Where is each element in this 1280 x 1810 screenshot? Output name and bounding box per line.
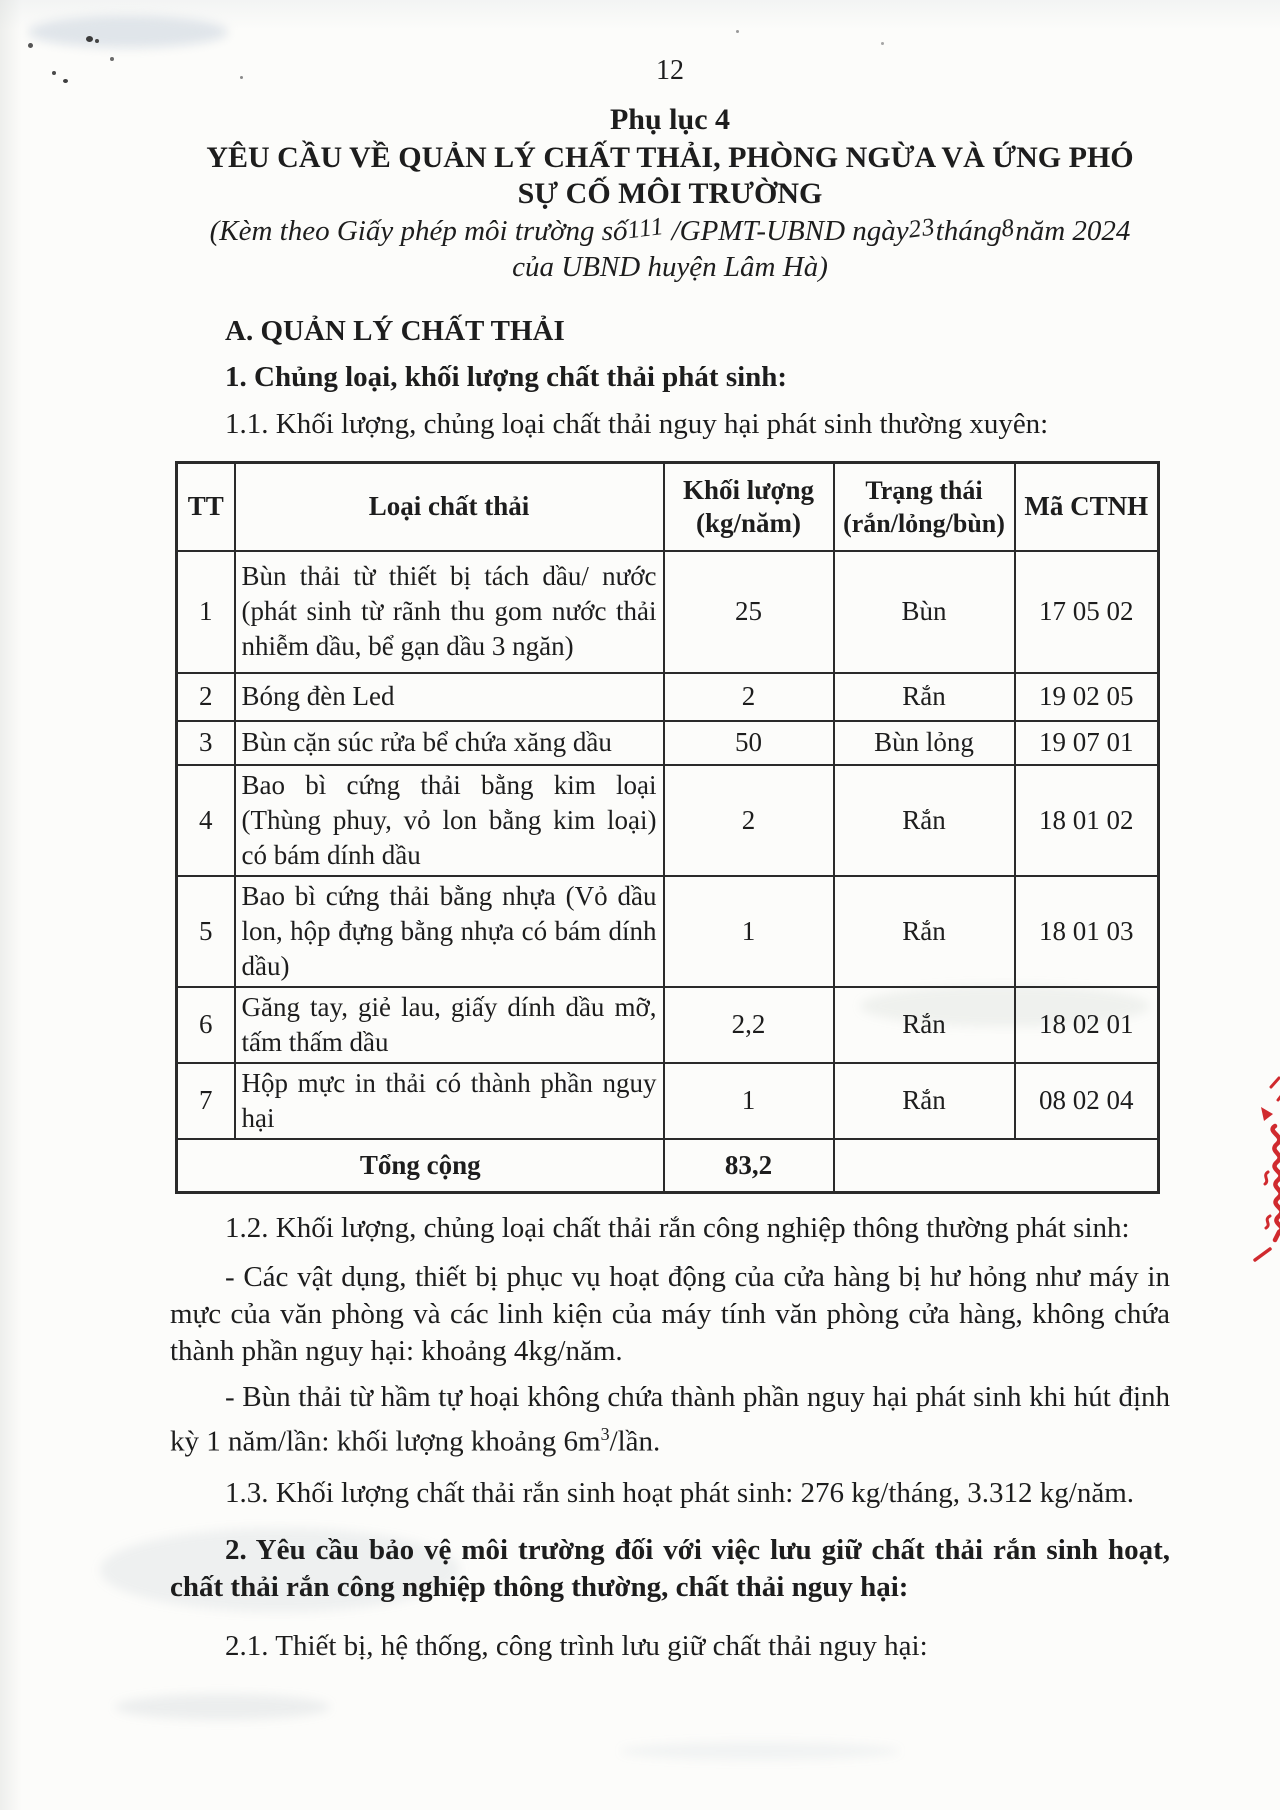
cell-mass: 2 bbox=[664, 673, 834, 721]
cell-tt: 4 bbox=[177, 765, 235, 876]
paragraph-1-3: 1.3. Khối lượng chất thải rắn sinh hoạt phát sinh: 276 kg/tháng, 3.312 kg/năm. bbox=[225, 1476, 1134, 1509]
table-row bbox=[177, 987, 1159, 1063]
document-title-line2: SỰ CỐ MÔI TRƯỜNG bbox=[517, 177, 823, 210]
total-mass: 83,2 bbox=[664, 1139, 834, 1193]
table-row bbox=[177, 765, 1159, 876]
cell-code: 19 07 01 bbox=[1015, 721, 1159, 765]
cell-code: 17 05 02 bbox=[1015, 551, 1159, 673]
handwritten-month: 8 bbox=[999, 214, 1017, 243]
total-empty-cell bbox=[834, 1139, 1159, 1193]
cell-waste-type: Bóng đèn Led bbox=[235, 673, 664, 721]
superscript-cubed: 3 bbox=[600, 1424, 610, 1444]
col-header-type: Loại chất thải bbox=[235, 463, 664, 551]
scan-speck bbox=[86, 36, 93, 42]
cell-state: Rắn bbox=[834, 987, 1015, 1063]
table-row bbox=[177, 876, 1159, 987]
cell-waste-type: Găng tay, giẻ lau, giấy dính dầu mỡ, tấm thấm dầu bbox=[235, 987, 664, 1063]
red-ink-margin-mark bbox=[1244, 1076, 1280, 1268]
page-number: 12 bbox=[656, 55, 684, 86]
table-row bbox=[177, 721, 1159, 765]
bleed-through-ghost bbox=[115, 1694, 330, 1720]
cell-mass: 2,2 bbox=[664, 987, 834, 1063]
hazardous-waste-table bbox=[175, 461, 1160, 1194]
scan-speck bbox=[28, 43, 33, 48]
cell-tt: 5 bbox=[177, 876, 235, 987]
cell-state: Rắn bbox=[834, 1063, 1015, 1139]
table-row bbox=[177, 1063, 1159, 1139]
paragraph-bullet-1: - Các vật dụng, thiết bị phục vụ hoạt động của cửa hàng bị hư hỏng như máy in mực của văn phòng và các linh kiện của máy tính văn phòng cửa hàng, không chứa thành phần nguy hại: khoảng 4kg/năm. bbox=[170, 1261, 1170, 1367]
cell-tt: 7 bbox=[177, 1063, 235, 1139]
col-header-code: Mã CTNH bbox=[1015, 463, 1159, 551]
handwritten-permit-number: 111 bbox=[625, 212, 666, 245]
total-label: Tổng cộng bbox=[177, 1139, 664, 1193]
cell-mass: 2 bbox=[664, 765, 834, 876]
cell-code: 08 02 04 bbox=[1015, 1063, 1159, 1139]
document-title-line1: YÊU CẦU VỀ QUẢN LÝ CHẤT THẢI, PHÒNG NGỪA VÀ ỨNG PHÓ bbox=[206, 141, 1134, 174]
cell-tt: 3 bbox=[177, 721, 235, 765]
cell-code: 18 01 03 bbox=[1015, 876, 1159, 987]
cell-code: 18 02 01 bbox=[1015, 987, 1159, 1063]
scan-speck bbox=[63, 79, 68, 83]
cell-state: Bùn lỏng bbox=[834, 721, 1015, 765]
document-title bbox=[170, 140, 1170, 212]
col-header-mass: Khối lượng (kg/năm) bbox=[664, 463, 834, 551]
col-header-tt: TT bbox=[177, 463, 235, 551]
cell-waste-type: Bao bì cứng thải bằng kim loại (Thùng phuy, vỏ lon bằng kim loại) có bám dính dầu bbox=[235, 765, 664, 876]
cell-waste-type: Hộp mực in thải có thành phần nguy hại bbox=[235, 1063, 664, 1139]
cell-code: 18 01 02 bbox=[1015, 765, 1159, 876]
cell-mass: 1 bbox=[664, 1063, 834, 1139]
paragraph-bullet-2: - Bùn thải từ hầm tự hoại không chứa thành phần nguy hại phát sinh khi hút định kỳ 1 năm/lần: khối lượng khoảng $6m^3$/lần. bbox=[170, 1381, 1170, 1458]
scan-speck bbox=[95, 39, 99, 43]
section-2-heading: 2. Yêu cầu bảo vệ môi trường đối với việc lưu giữ chất thải rắn sinh hoạt, chất thải rắn công nghiệp thông thường, chất thải nguy hại: bbox=[170, 1533, 1170, 1603]
section-1-heading: 1. Chủng loại, khối lượng chất thải phát sinh: bbox=[225, 361, 788, 393]
cell-waste-type: Bùn cặn súc rửa bể chứa xăng dầu bbox=[235, 721, 664, 765]
cell-mass: 25 bbox=[664, 551, 834, 673]
cell-mass: 1 bbox=[664, 876, 834, 987]
table-total-row bbox=[177, 1139, 1159, 1193]
table-row bbox=[177, 673, 1159, 721]
section-a-heading: A. QUẢN LÝ CHẤT THẢI bbox=[225, 315, 565, 347]
permit-reference: (Kèm theo Giấy phép môi trường số111 /GPMT-UBND ngày23tháng8năm 2024 của UBND huyện Lâm Hà) bbox=[170, 214, 1170, 284]
cell-state: Rắn bbox=[834, 765, 1015, 876]
col-header-state: Trạng thái (rắn/lỏng/bùn) bbox=[834, 463, 1015, 551]
cell-tt: 1 bbox=[177, 551, 235, 673]
table-header-row bbox=[177, 463, 1159, 551]
appendix-title: Phụ lục 4 bbox=[609, 103, 731, 136]
cell-state: Rắn bbox=[834, 673, 1015, 721]
cell-waste-type: Bao bì cứng thải bằng nhựa (Vỏ dầu lon, hộp đựng bằng nhựa có bám dính dầu) bbox=[235, 876, 664, 987]
permit-reference-line2: của UBND huyện Lâm Hà) bbox=[512, 251, 828, 283]
cell-tt: 2 bbox=[177, 673, 235, 721]
cell-tt: 6 bbox=[177, 987, 235, 1063]
paragraph-1-2: 1.2. Khối lượng, chủng loại chất thải rắn công nghiệp thông thường phát sinh: bbox=[225, 1212, 1130, 1244]
section-2-1-heading: 2.1. Thiết bị, hệ thống, công trình lưu giữ chất thải nguy hại: bbox=[225, 1629, 928, 1662]
handwritten-day: 23 bbox=[906, 213, 937, 244]
bleed-through-ghost bbox=[620, 1742, 900, 1760]
scan-speck bbox=[52, 71, 56, 75]
cell-mass: 50 bbox=[664, 721, 834, 765]
cell-waste-type: Bùn thải từ thiết bị tách dầu/ nước (phát sinh từ rãnh thu gom nước thải nhiễm dầu, bể gạn dầu 3 ngăn) bbox=[235, 551, 664, 673]
table-row bbox=[177, 551, 1159, 673]
cell-code: 19 02 05 bbox=[1015, 673, 1159, 721]
cell-state: Bùn bbox=[834, 551, 1015, 673]
cell-state: Rắn bbox=[834, 876, 1015, 987]
scan-speck bbox=[110, 57, 114, 61]
section-1-1-heading: 1.1. Khối lượng, chủng loại chất thải nguy hại phát sinh thường xuyên: bbox=[225, 408, 1049, 440]
